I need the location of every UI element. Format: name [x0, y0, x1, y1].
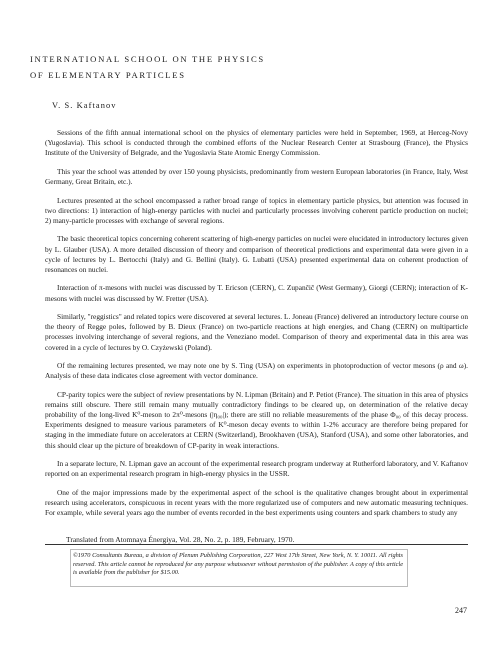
page-number: 247 [455, 606, 467, 615]
title-line-1: INTERNATIONAL SCHOOL ON THE PHYSICS [30, 54, 265, 64]
paragraph: The basic theoretical topics concerning coherent scattering of high-energy particles on nuclei were elucidated in introductory lectures given by L. Glauber (USA). A more detailed discussion of theory and comparison of theoretical predictions and experimental data were given in a cycle of lectures by L. Bertocchi (Italy) and G. Bellini (Italy). G. Lubatti (USA) presented experimental data on coherent production of resonances on nuclei. [45, 234, 468, 274]
paragraph: Of the remaining lectures presented, we may note one by S. Ting (USA) on experiments in photoproduction of vector mesons (ρ and ω). Analysis of these data indicates close agreement with vector dominance. [45, 361, 468, 381]
paragraph: Sessions of the fifth annual international school on the physics of elementary particles were held in September, 1969, at Herceg-Novy (Yugoslavia). This school is conducted through the combined efforts of the Nuclear Research Center at Strasbourg (France), the Physics Institute of the University of Belgrade, and the Yugoslavia State Atomic Energy Commission. [45, 128, 468, 158]
title-line-2: OF ELEMENTARY PARTICLES [30, 70, 186, 80]
paragraph: Lectures presented at the school encompassed a rather broad range of topics in elementary particle physics, but attention was focused in two directions: 1) interaction of high-energy particles with nuclei and particularly processes involving coherent particle production on nuclei; 2) many-particle processes with exchange of several regions. [45, 195, 468, 225]
article-body [45, 128, 468, 527]
copyright-notice: ©1970 Consultants Bureau, a division of Plenum Publishing Corporation, 227 West 17th Street, New York, N. Y. 10011. All rights reserved. This article cannot be reproduced for any purpose whatsoever without permission of the publisher. A copy of this article is available from the publisher for $15.00. [73, 552, 403, 577]
paragraph: CP-parity topics were the subject of review presentations by N. Lipman (Britain) and P. Petiot (France). The situation in this area of physics remains still obscure. There still remain many mutually contradictory findings to be cleared up, on determination of the relative decay probability of the long-lived K⁰-meson to 2π⁰-mesons (|η₀₀|); there are still no reliable measurements of the phase Φ₀₀ of this decay process. Experiments designed to measure various parameters of K⁰-meson decay events to within 1-2% accuracy are therefore being prepared for staging in the immediate future on accelerators at CERN (Switzerland), Brookhaven (USA), Stanford (USA), and some other laboratories, and this should clear up the picture of breakdown of CP-parity in weak interactions. [45, 389, 468, 450]
translation-note: Translated from Atomnaya Énergiya, Vol. 28, No. 2, p. 189, February, 1970. [66, 535, 297, 544]
paragraph: Interaction of π-mesons with nuclei was discussed by T. Ericson (CERN), C. Zupančič (West Germany), Giorgi (CERN); interaction of K-mesons with nuclei was discussed by W. Fretter (USA). [45, 283, 468, 303]
paragraph: In a separate lecture, N. Lipman gave an account of the experimental research program underway at Rutherford laboratory, and V. Kaftanov reported on an experimental research program in high-energy physics in the USSR. [45, 459, 468, 479]
author-name: V. S. Kaftanov [52, 101, 117, 110]
paragraph: One of the major impressions made by the experimental aspect of the school is the qualitative changes brought about in experimental research using accelerators, conspicuous in recent years with the more regularized use of computers and new automatic measuring techniques. For example, while several years ago the number of events recorded in the best experiments using counters and spark chambers to study any [45, 487, 468, 518]
paragraph: This year the school was attended by over 150 young physicists, predominantly from western European laboratories (in France, Italy, West Germany, Great Britain, etc.). [45, 166, 468, 187]
article-title [30, 51, 470, 83]
paragraph: Similarly, "reggistics" and related topics were discovered at several lectures. L. Joneau (France) delivered an introductory lecture course on the theory of Regge poles, followed by B. Dieux (France) on two-particle reactions at high energies, and Chang (CERN) on multiparticle processes involving interchange of several regions, and the Veneziano model. Comparison of theory and experimental data in this area was covered in a cycle of lectures by O. Czyżewski (Poland). [45, 312, 468, 352]
footer-divider [45, 544, 468, 545]
